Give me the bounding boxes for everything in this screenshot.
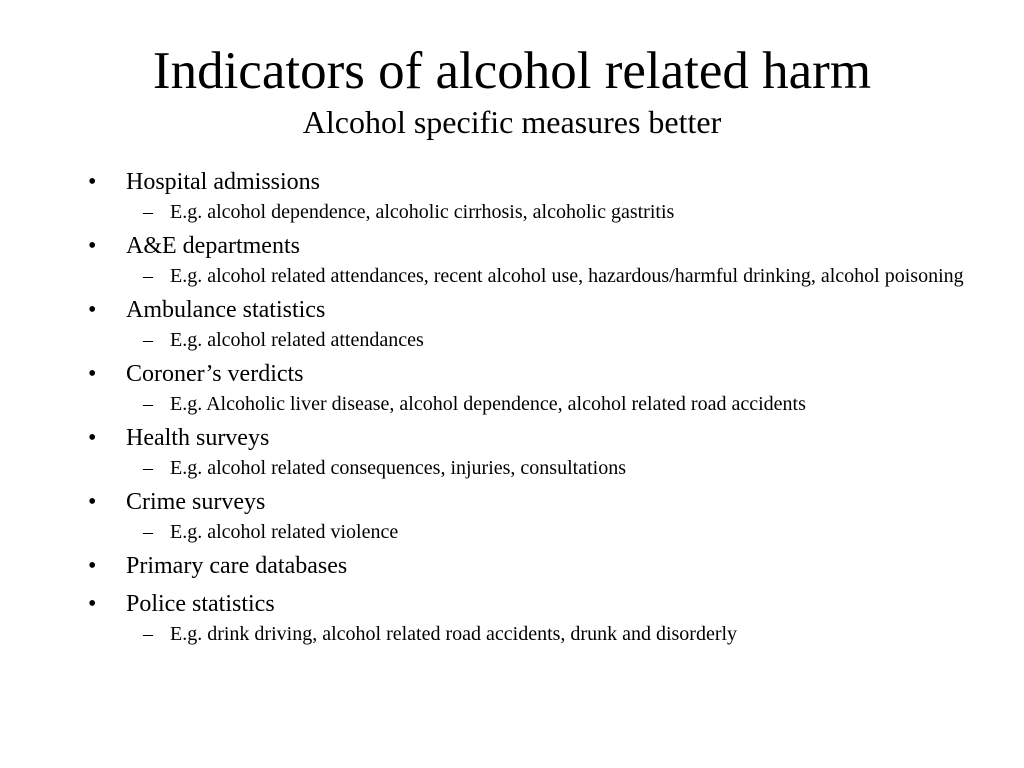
list-item	[88, 588, 968, 646]
list-item	[88, 486, 968, 544]
list-item	[88, 166, 968, 224]
slide-title: Indicators of alcohol related harm	[152, 42, 872, 100]
bullet-label: Crime surveys	[126, 489, 266, 515]
bullet-label: A&E departments	[126, 233, 300, 259]
list-item	[88, 358, 968, 416]
bullet-icon: •	[88, 425, 97, 451]
bullet-icon: •	[88, 553, 97, 579]
bullet-icon: •	[88, 297, 97, 323]
dash-icon: –	[143, 393, 153, 415]
dash-icon: –	[143, 201, 153, 223]
list-item	[88, 550, 968, 582]
dash-icon: –	[143, 457, 153, 479]
bullet-label: Hospital admissions	[126, 169, 321, 195]
bullet-label: Police statistics	[126, 591, 275, 617]
sub-bullet-text: E.g. alcohol related consequences, injuries, consultations	[170, 457, 626, 479]
dash-icon: –	[143, 521, 153, 543]
bullet-label: Primary care databases	[126, 553, 348, 579]
bullet-icon: •	[88, 591, 97, 617]
bullet-icon: •	[88, 489, 97, 515]
sub-bullet-text: E.g. drink driving, alcohol related road accidents, drunk and disorderly	[170, 623, 738, 645]
sub-bullet-text: E.g. alcohol related violence	[170, 521, 399, 543]
bullet-icon: •	[88, 361, 97, 387]
slide-subtitle: Alcohol specific measures better	[302, 104, 722, 140]
bullet-list	[88, 166, 968, 646]
list-item	[88, 294, 968, 352]
sub-bullet-text: E.g. alcohol dependence, alcoholic cirrhosis, alcoholic gastritis	[170, 201, 675, 223]
bullet-icon: •	[88, 169, 97, 195]
list-item	[88, 230, 968, 288]
sub-bullet-text: E.g. alcohol related attendances	[170, 329, 424, 351]
sub-bullet-text: E.g. alcohol related attendances, recent alcohol use, hazardous/harmful drinking, alcohol poisoning	[170, 265, 964, 287]
bullet-label: Health surveys	[126, 425, 270, 451]
dash-icon: –	[143, 329, 153, 351]
bullet-label: Coroner’s verdicts	[126, 361, 304, 387]
title-block	[0, 40, 1024, 142]
dash-icon: –	[143, 623, 153, 645]
list-item	[88, 422, 968, 480]
dash-icon: –	[143, 265, 153, 287]
bullet-label: Ambulance statistics	[126, 297, 326, 323]
bullet-icon: •	[88, 233, 97, 259]
sub-bullet-text: E.g. Alcoholic liver disease, alcohol dependence, alcohol related road accidents	[170, 393, 806, 415]
